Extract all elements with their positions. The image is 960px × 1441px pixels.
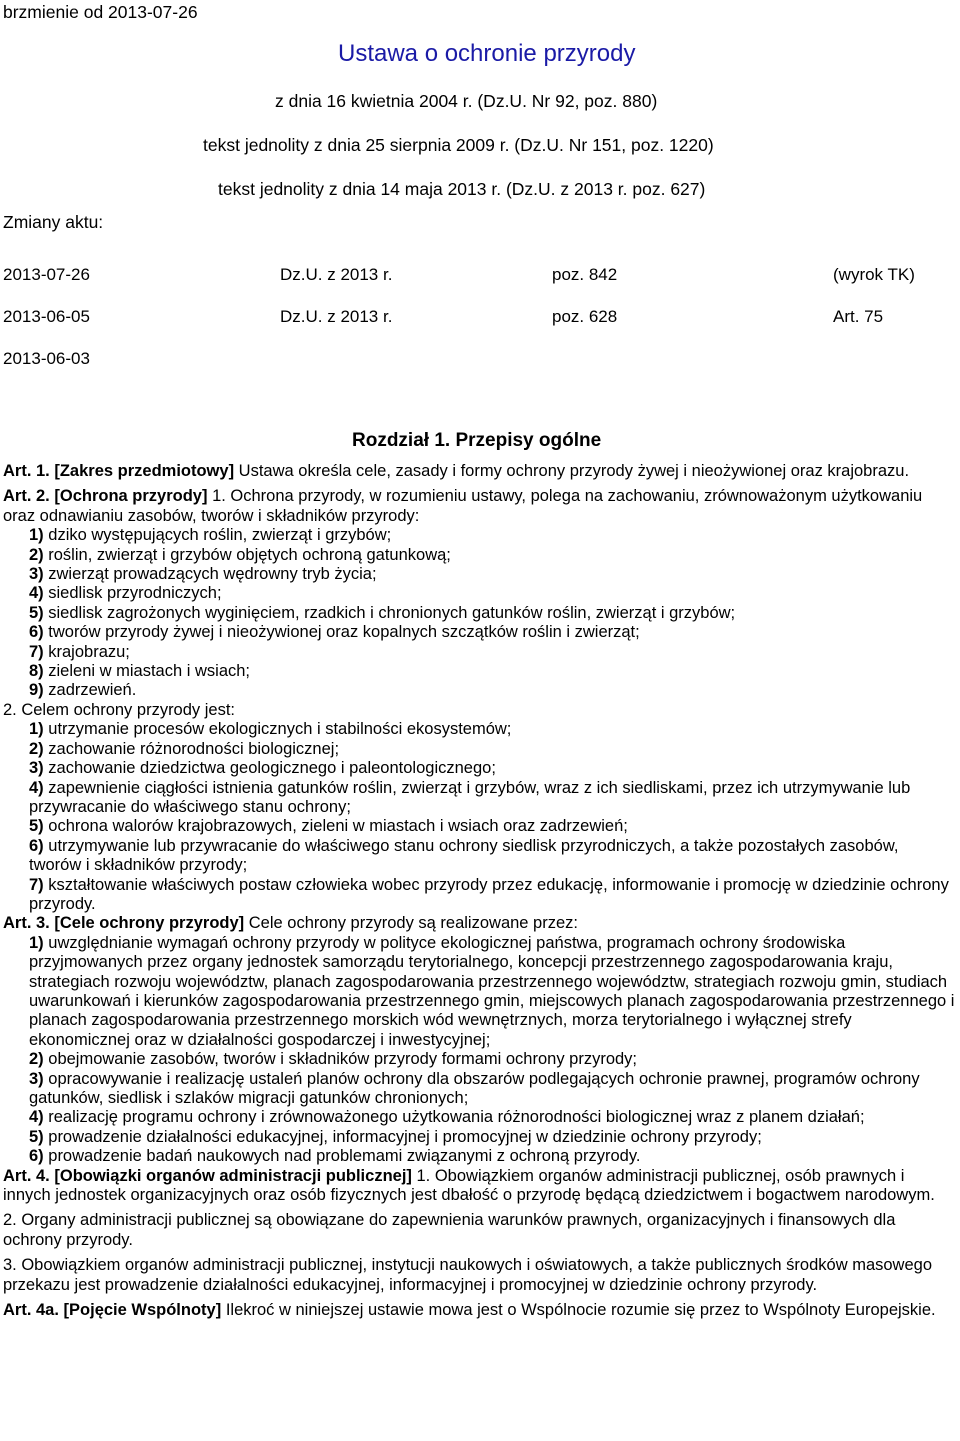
item-text: dziko występujących roślin, zwierząt i grzybów; [48, 526, 392, 545]
item-number: 3) [29, 1069, 44, 1088]
list-item [3, 546, 955, 565]
item-number: 5) [29, 603, 44, 622]
item-text: utrzymywanie lub przywracanie do właściwego stanu ochrony siedlisk przyrodniczych, a także pozostałych zasobów, tworów i składników przyrody; [29, 836, 899, 875]
article-heading: [Obowiązki organów administracji publicznej] [54, 1166, 412, 1185]
document-title: Ustawa o ochronie przyrody [338, 40, 636, 67]
item-text: roślin, zwierząt i grzybów objętych ochroną gatunkową; [48, 545, 451, 564]
consolidated-text-2013: tekst jednolity z dnia 14 maja 2013 r. (Dz.U. z 2013 r. poz. 627) [218, 179, 706, 199]
article-4a [3, 1301, 955, 1320]
amendment-position: poz. 842 [552, 265, 618, 284]
item-text: siedlisk zagrożonych wyginięciem, rzadkich i chronionych gatunków roślin, zwierząt i grzybów; [48, 603, 736, 622]
list-item [3, 720, 955, 739]
item-number: 6) [29, 1147, 44, 1166]
list-item [3, 876, 955, 915]
consolidated-text-2009: tekst jednolity z dnia 25 sierpnia 2009 r. (Dz.U. Nr 151, poz. 1220) [203, 135, 714, 155]
list-item [3, 526, 955, 545]
item-number: 2) [29, 545, 44, 564]
article-4 [3, 1167, 955, 1206]
item-number: 3) [29, 759, 44, 778]
item-number: 1) [29, 933, 44, 952]
list-item [3, 623, 955, 642]
list-item [3, 779, 955, 818]
article-heading: [Pojęcie Wspólnoty] [63, 1301, 222, 1320]
amendment-note: (wyrok TK) [833, 265, 915, 284]
article-number: Art. 4a. [3, 1301, 59, 1320]
article-paragraph: 1. Obowiązkiem organów administracji publicznej, osób prawnych i innych jednostek organizacyjnych oraz osób fizycznych jest dbałość o przyrodę będącą dziedzictwem i bogactwem narodowym. [3, 1166, 935, 1205]
item-number: 2) [29, 1050, 44, 1069]
item-text: opracowywanie i realizację ustaleń planów ochrony dla obszarów podlegających ochronie prawnej, programów ochrony gatunków, siedlisk i szlaków migracji gatunków chronionych; [29, 1069, 920, 1107]
amendment-date: 2013-06-03 [3, 349, 90, 368]
item-number: 1) [29, 720, 44, 739]
list-item [3, 604, 955, 623]
list-item [3, 1070, 955, 1109]
list-item [3, 934, 955, 1050]
article-paragraph: 2. Organy administracji publicznej są obowiązane do zapewnienia warunków prawnych, organizacyjnych i finansowych dla ochrony przyrody. [3, 1211, 896, 1249]
article-text: Ilekroć w niniejszej ustawie mowa jest o Wspólnocie rozumie się przez to Wspólnoty Europejskie. [225, 1301, 936, 1320]
enactment-date: z dnia 16 kwietnia 2004 r. (Dz.U. Nr 92, poz. 880) [275, 91, 658, 111]
list-item [3, 837, 955, 876]
amendment-journal: Dz.U. z 2013 r. [280, 307, 393, 326]
article-heading: [Zakres przedmiotowy] [54, 462, 235, 480]
list-item [3, 1128, 955, 1147]
item-text: ochrona walorów krajobrazowych, zieleni w miastach i wsiach oraz zadrzewień; [48, 817, 628, 836]
item-number: 4) [29, 778, 44, 797]
item-text: tworów przyrody żywej i nieożywionej oraz kopalnych szczątków roślin i zwierząt; [48, 623, 640, 642]
amendments-label: Zmiany aktu: [3, 212, 104, 232]
list-item [3, 681, 955, 700]
article-text: Ustawa określa cele, zasady i formy ochrony przyrody żywej i nieożywionej oraz krajobrazu. [238, 462, 910, 480]
item-text: uwzględnianie wymagań ochrony przyrody w polityce ekologicznej państwa, programach ochrony środowiska przyjmowanych przez organy jednostek samorządu terytorialnego, koncepcji przestrzennego zagospodarowania kraju, strategiach rozwoju województw, planach zagospodarowania przestrzennego województw, strategiach rozwoju gmin, studiach uwarunkowań i kierunków zagospodarowania przestrzennego gmin, miejscowych planach zagospodarowania przestrzennego i planach zagospodarowania przestrzennego morskich wód wewnętrznych, morza terytorialnego i wyłącznej strefy ekonomicznej oraz w działalności gospodarczej i inwestycyjnej; [29, 933, 955, 1049]
article-2 [3, 487, 955, 526]
list-item [3, 759, 955, 778]
item-number: 5) [29, 817, 44, 836]
item-text: realizację programu ochrony i zrównoważonego użytkowania różnorodności biologicznej wraz z planem działań; [48, 1108, 865, 1127]
list-item [3, 1108, 955, 1127]
list-item [3, 817, 955, 836]
item-number: 9) [29, 681, 44, 700]
item-number: 6) [29, 623, 44, 642]
list-item [3, 565, 955, 584]
amendment-date: 2013-06-05 [3, 307, 90, 326]
article-paragraph: 2. Celem ochrony przyrody jest: [3, 700, 236, 719]
article-number: Art. 2. [3, 487, 50, 506]
article-1 [3, 462, 955, 481]
item-number: 6) [29, 836, 44, 855]
item-text: obejmowanie zasobów, tworów i składników przyrody formami ochrony przyrody; [48, 1050, 638, 1069]
item-number: 7) [29, 875, 44, 894]
list-item [3, 1050, 955, 1069]
article-3 [3, 914, 955, 933]
item-text: utrzymanie procesów ekologicznych i stabilności ekosystemów; [48, 720, 512, 739]
item-text: zachowanie różnorodności biologicznej; [48, 739, 340, 758]
item-text: zachowanie dziedzictwa geologicznego i paleontologicznego; [48, 759, 496, 778]
item-text: krajobrazu; [48, 642, 130, 661]
item-number: 7) [29, 642, 44, 661]
amendment-position: poz. 628 [552, 307, 618, 326]
item-text: kształtowanie właściwych postaw człowieka wobec przyrody przez edukację, informowanie i promocję w dziedzinie ochrony przyrody. [29, 875, 949, 913]
article-number: Art. 3. [3, 914, 50, 933]
item-number: 4) [29, 1108, 44, 1127]
article-paragraph: 1. Ochrona przyrody, w rozumieniu ustawy, polega na zachowaniu, zrównoważonym użytkowaniu oraz odnawianiu zasobów, tworów i składników przyrody: [3, 487, 923, 525]
list-item [3, 1147, 955, 1166]
article-heading: [Cele ochrony przyrody] [54, 914, 245, 933]
list-item [3, 584, 955, 603]
article-number: Art. 4. [3, 1166, 50, 1185]
item-number: 1) [29, 526, 44, 545]
article-text: Cele ochrony przyrody są realizowane przez: [248, 914, 578, 933]
item-number: 3) [29, 565, 44, 584]
article-number: Art. 1. [3, 462, 50, 480]
amendment-date: 2013-07-26 [3, 265, 90, 284]
item-text: prowadzenie badań naukowych nad problemami związanymi z ochroną przyrody. [48, 1147, 641, 1166]
item-number: 2) [29, 739, 44, 758]
item-text: prowadzenie działalności edukacyjnej, informacyjnej i promocyjnej w dziedzinie ochrony przyrody; [48, 1127, 762, 1146]
article-heading: [Ochrona przyrody] [54, 487, 208, 506]
amendment-note: Art. 75 [833, 307, 884, 326]
version-date: brzmienie od 2013-07-26 [3, 2, 198, 22]
item-text: zwierząt prowadzących wędrowny tryb życia; [48, 565, 377, 584]
list-item [3, 643, 955, 662]
list-item [3, 740, 955, 759]
item-number: 8) [29, 662, 44, 681]
chapter-title: Rozdział 1. Przepisy ogólne [352, 430, 602, 451]
article-paragraph: 3. Obowiązkiem organów administracji publicznej, instytucji naukowych i oświatowych, a także publicznych środków masowego przekazu jest prowadzenie działalności edukacyjnej, informacyjnej i promocyjnej w dziedzinie ochrony przyrody. [3, 1256, 933, 1294]
document-body [3, 462, 955, 1320]
list-item [3, 662, 955, 681]
item-text: zieleni w miastach i wsiach; [48, 662, 251, 681]
item-number: 4) [29, 584, 44, 603]
amendment-journal: Dz.U. z 2013 r. [280, 265, 393, 284]
item-number: 5) [29, 1127, 44, 1146]
item-text: zadrzewień. [48, 681, 137, 700]
item-text: zapewnienie ciągłości istnienia gatunków roślin, zwierząt i grzybów, wraz z ich siedliskami, przez ich utrzymywanie lub przywracanie do właściwego stanu ochrony; [29, 778, 911, 816]
item-text: siedlisk przyrodniczych; [48, 584, 222, 603]
